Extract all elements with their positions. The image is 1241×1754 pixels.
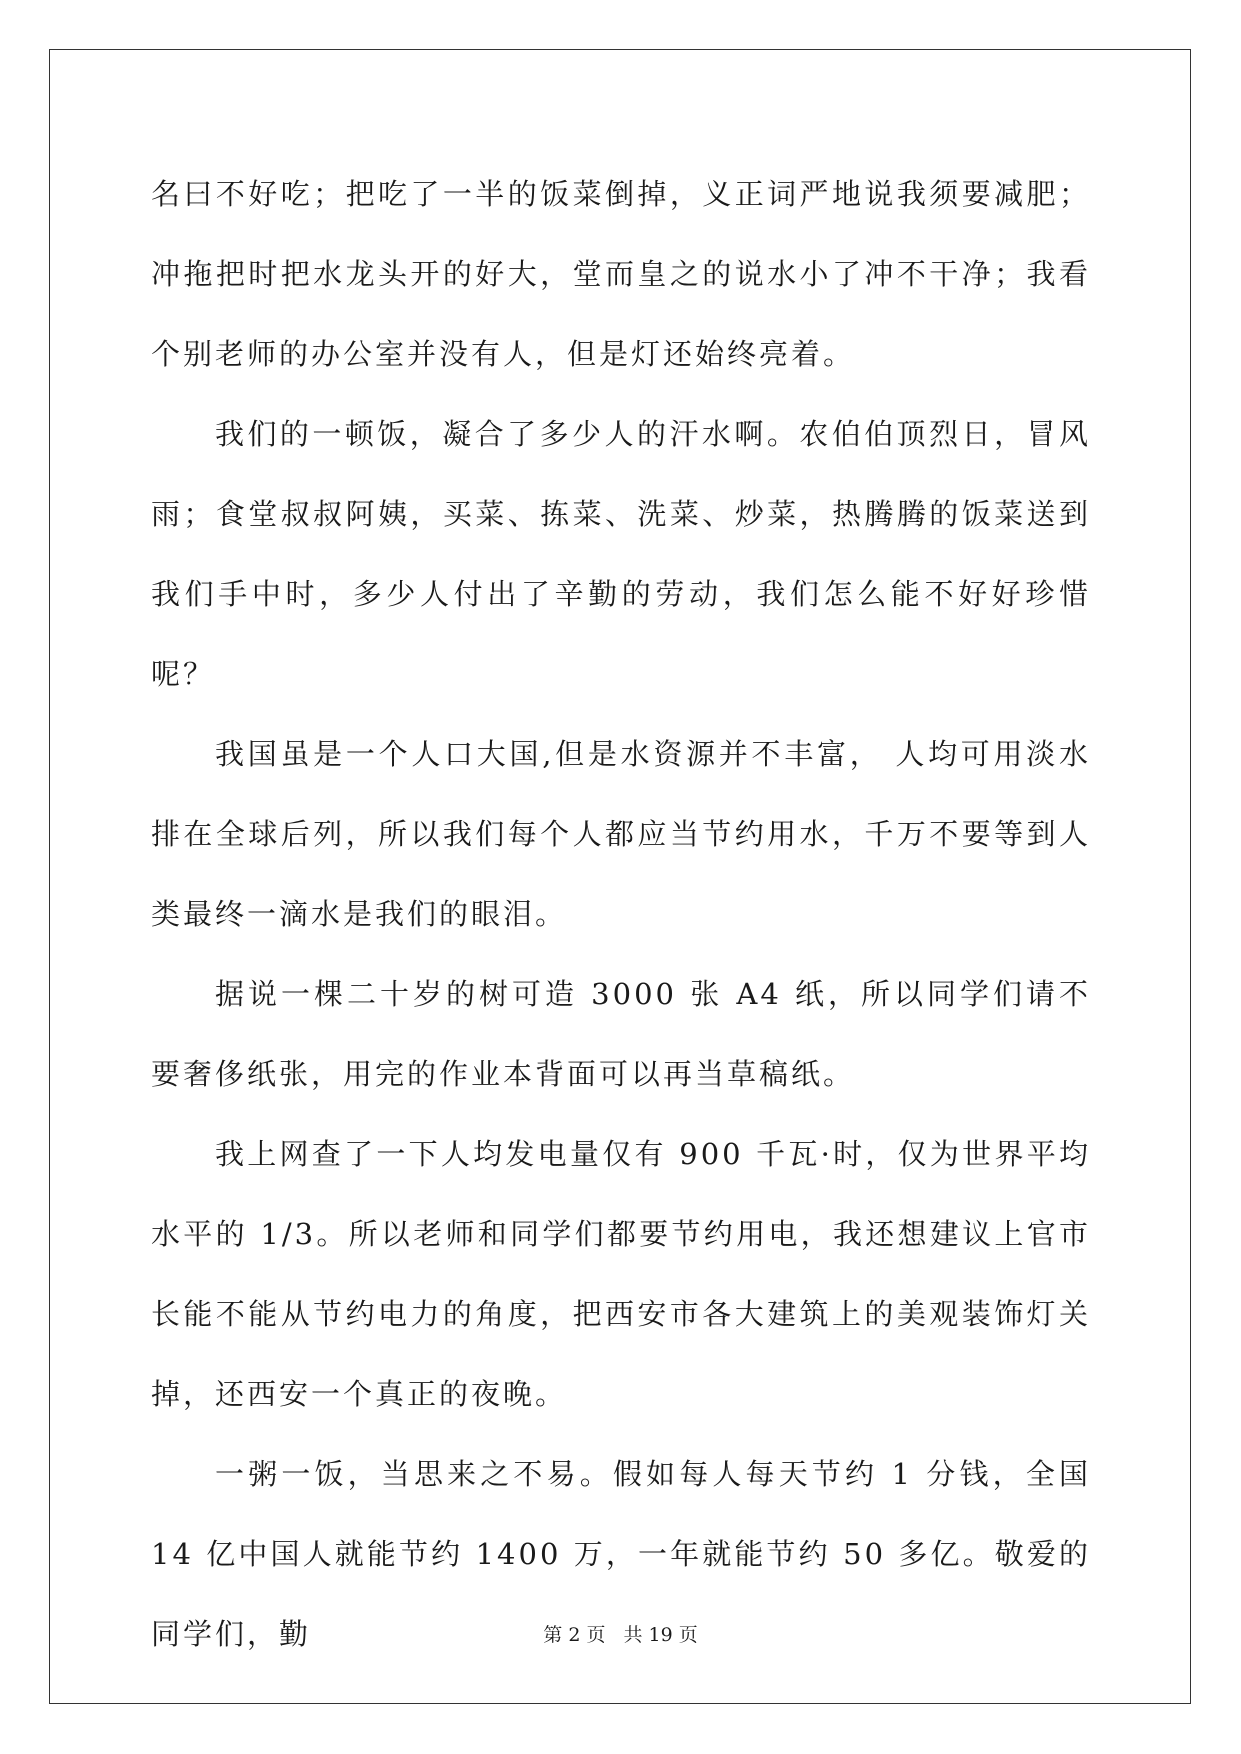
paragraph: 据说一棵二十岁的树可造 3000 张 A4 纸，所以同学们请不要奢侈纸张，用完的作业本背面可以再当草稿纸。: [151, 977, 1091, 1091]
paragraph: 名曰不好吃；把吃了一半的饭菜倒掉，义正词严地说我须要减肥；冲拖把时把水龙头开的好大，堂而皇之的说水小了冲不干净；我看个别老师的办公室并没有人，但是灯还始终亮着。: [151, 177, 1091, 371]
page-footer: [0, 1620, 1241, 1647]
page-number: 第 2 页: [543, 1624, 606, 1646]
page-total: 共 19 页: [623, 1624, 698, 1646]
paragraph: 我国虽是一个人口大国,但是水资源并不丰富， 人均可用淡水排在全球后列，所以我们每个人都应当节约用水，千万不要等到人类最终一滴水是我们的眼泪。: [151, 737, 1091, 931]
paragraph: 一粥一饭，当思来之不易。假如每人每天节约 1 分钱，全国 14 亿中国人就能节约 1400 万，一年就能节约 50 多亿。敬爱的同学们，勤: [151, 1457, 1091, 1651]
document-body: [151, 154, 1091, 1674]
paragraph: 我们的一顿饭，凝合了多少人的汗水啊。农伯伯顶烈日，冒风雨；食堂叔叔阿姨，买菜、拣菜、洗菜、炒菜，热腾腾的饭菜送到我们手中时，多少人付出了辛勤的劳动，我们怎么能不好好珍惜呢？: [151, 417, 1091, 691]
paragraph: 我上网查了一下人均发电量仅有 900 千瓦·时，仅为世界平均水平的 1/3。所以老师和同学们都要节约用电，我还想建议上官市长能不能从节约电力的角度，把西安市各大建筑上的美观装饰灯关掉，还西安一个真正的夜晚。: [151, 1137, 1091, 1411]
